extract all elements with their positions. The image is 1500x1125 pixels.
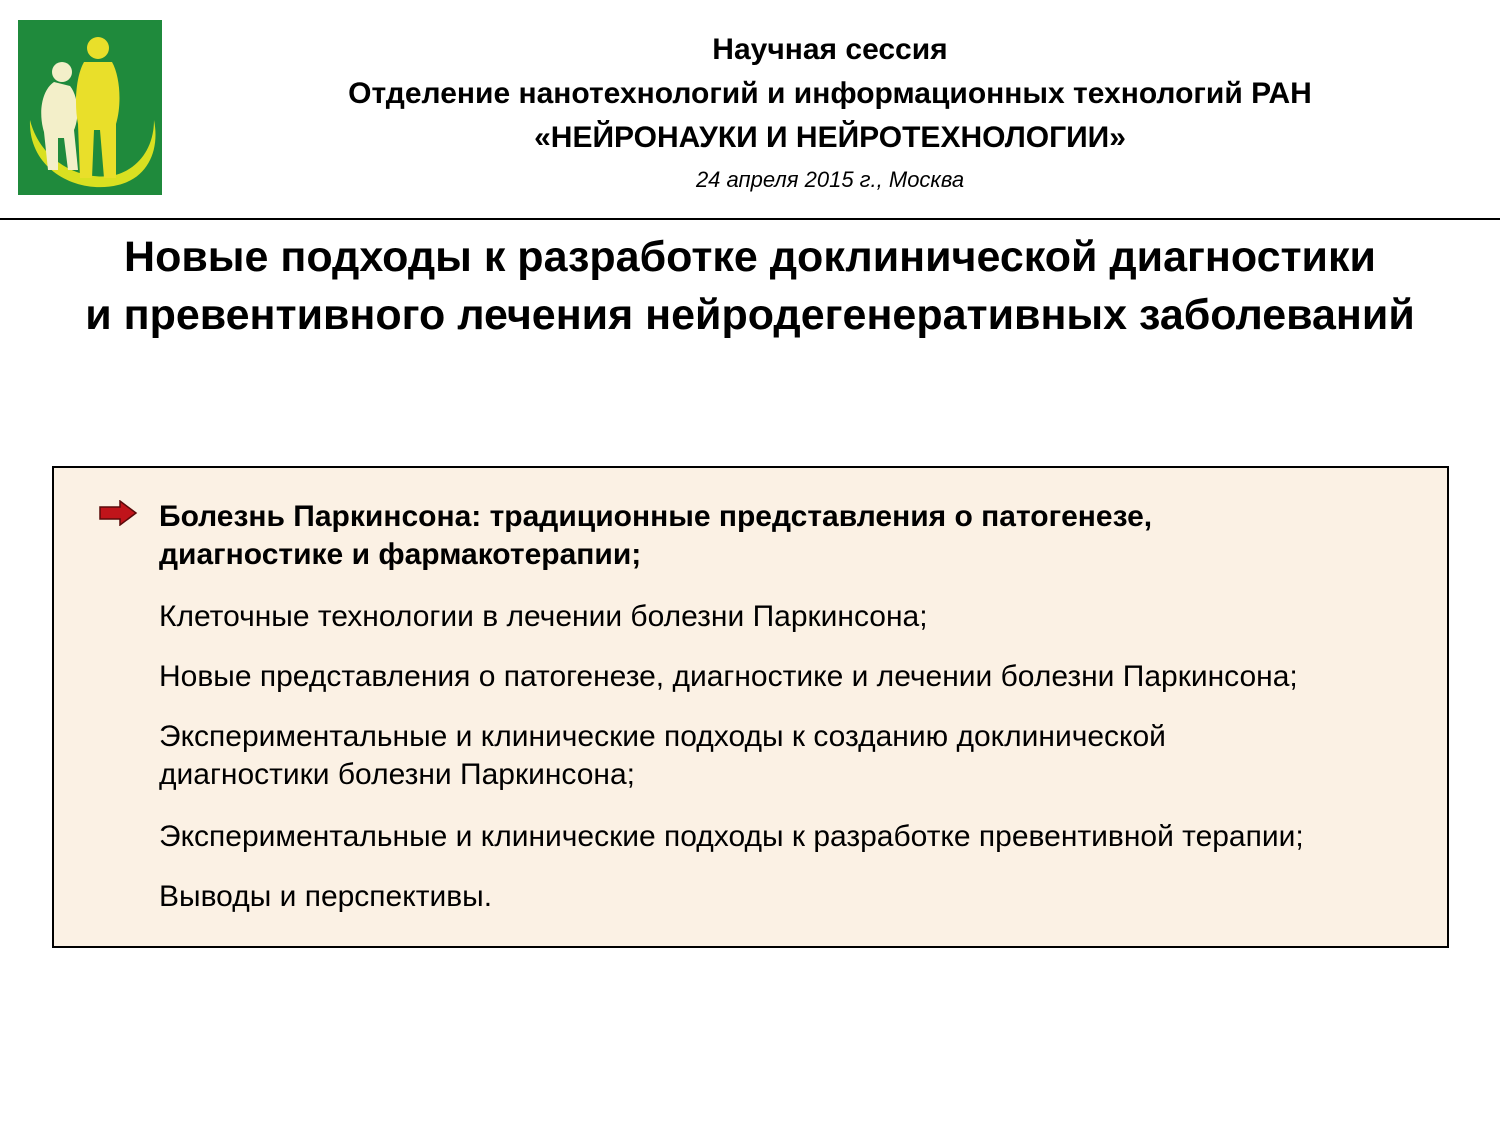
agenda-item-4-line-1: Экспериментальные и клинические подходы к созданию доклинической bbox=[159, 720, 1166, 753]
agenda-item-6-line-1: Выводы и перспективы. bbox=[159, 880, 493, 913]
agenda-item bbox=[159, 598, 928, 636]
slide-title-line-2: и превентивного лечения нейродегенеративных заболеваний bbox=[85, 291, 1415, 339]
agenda-item-4-line-2: диагностики болезни Паркинсона; bbox=[159, 758, 636, 791]
logo bbox=[18, 20, 162, 195]
department-name: Отделение нанотехнологий и информационных технологий РАН bbox=[348, 77, 1312, 110]
agenda-item bbox=[159, 878, 492, 916]
slide-title-line-1: Новые подходы к разработке доклинической диагностики bbox=[124, 233, 1376, 281]
right-arrow-icon bbox=[98, 500, 138, 526]
header-divider bbox=[0, 218, 1500, 220]
agenda-item-5-line-1: Экспериментальные и клинические подходы к разработке превентивной терапии; bbox=[159, 820, 1304, 853]
slide-title bbox=[0, 228, 1500, 344]
session-header bbox=[160, 28, 1500, 200]
agenda-item bbox=[159, 658, 1298, 696]
agenda-item-1-line-2: диагностике и фармакотерапии; bbox=[159, 538, 642, 571]
agenda-item bbox=[159, 818, 1304, 856]
session-date-location: 24 апреля 2015 г., Москва bbox=[695, 167, 965, 192]
agenda-box bbox=[52, 466, 1449, 948]
agenda-item bbox=[159, 718, 1166, 794]
session-title: Научная сессия bbox=[712, 33, 948, 66]
agenda-item-current bbox=[159, 498, 1152, 574]
session-topic: «НЕЙРОНАУКИ И НЕЙРОТЕХНОЛОГИИ» bbox=[534, 121, 1126, 154]
agenda-item-1-line-1: Болезнь Паркинсона: традиционные представления о патогенезе, bbox=[159, 500, 1153, 533]
elderly-person-with-helper-logo bbox=[18, 20, 162, 195]
agenda-item-3-line-1: Новые представления о патогенезе, диагностике и лечении болезни Паркинсона; bbox=[159, 660, 1298, 693]
agenda-item-2-line-1: Клеточные технологии в лечении болезни Паркинсона; bbox=[159, 600, 928, 633]
